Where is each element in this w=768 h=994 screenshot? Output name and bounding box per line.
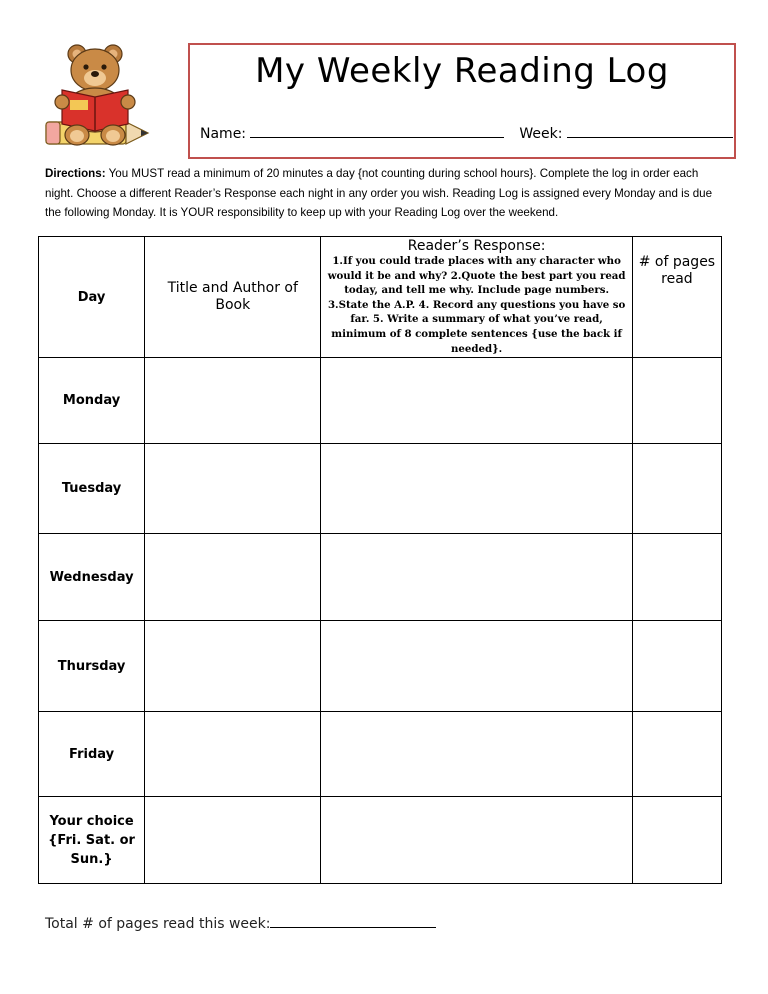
pages-read-cell[interactable]: [632, 797, 721, 884]
week-field[interactable]: [567, 125, 733, 138]
name-field[interactable]: [250, 125, 504, 138]
title-author-cell[interactable]: [145, 712, 321, 797]
response-cell[interactable]: [321, 358, 632, 444]
pages-read-column-header: # of pages read: [632, 237, 721, 358]
name-label: Name:: [200, 126, 247, 142]
table-row: [39, 534, 722, 621]
day-cell: Your choice {Fri. Sat. or Sun.}: [39, 797, 145, 884]
page-title: My Weekly Reading Log: [255, 51, 669, 91]
table-row: [39, 621, 722, 712]
day-cell: Monday: [39, 358, 145, 444]
pages-read-cell[interactable]: [632, 534, 721, 621]
response-cell[interactable]: [321, 534, 632, 621]
pages-read-cell[interactable]: [632, 712, 721, 797]
directions-paragraph: [45, 164, 725, 223]
response-cell[interactable]: [321, 444, 632, 534]
day-cell: Tuesday: [39, 444, 145, 534]
title-author-cell[interactable]: [145, 358, 321, 444]
table-row: [39, 712, 722, 797]
readers-response-title: Reader’s Response:: [407, 238, 546, 254]
total-pages-label: Total # of pages read this week:: [45, 916, 271, 932]
day-cell: Friday: [39, 712, 145, 797]
name-week-line: [200, 125, 733, 142]
directions-label: Directions:: [45, 167, 106, 180]
table-row: [39, 358, 722, 444]
total-pages-line: [45, 915, 436, 932]
title-author-cell[interactable]: [145, 534, 321, 621]
reading-log-table: [38, 236, 722, 884]
title-author-cell[interactable]: [145, 621, 321, 712]
title-author-cell[interactable]: [145, 797, 321, 884]
response-cell[interactable]: [321, 797, 632, 884]
pages-read-cell[interactable]: [632, 621, 721, 712]
title-author-cell[interactable]: [145, 444, 321, 534]
readers-response-column-header: [321, 237, 632, 358]
response-cell[interactable]: [321, 621, 632, 712]
day-cell: Wednesday: [39, 534, 145, 621]
title-author-column-header: Title and Author of Book: [145, 237, 321, 358]
pages-read-cell[interactable]: [632, 358, 721, 444]
day-cell: Thursday: [39, 621, 145, 712]
table-row: [39, 797, 722, 884]
header-box: [188, 43, 736, 159]
directions-text: You MUST read a minimum of 20 minutes a day {not counting during school hours}. Complete the log in order each night. Choose a different Reader’s Response each night in any order you wish. Reading Log is assigned every Monday and is due the following Monday. It is YOUR responsibility to keep up with your Reading Log over the weekend.: [45, 167, 713, 219]
day-column-header: Day: [39, 237, 145, 358]
total-pages-field[interactable]: [270, 915, 436, 928]
table-row: [39, 444, 722, 534]
pages-read-cell[interactable]: [632, 444, 721, 534]
readers-response-instructions: 1.If you could trade places with any character who would it be and why? 2.Quote the best part you read today, and tell me why. Include page numbers. 3.State the A.P. 4. Record any questions you have so far. 5. Write a summary of what you’ve read, minimum of 8 complete sentences {use the back if needed}.: [327, 255, 626, 355]
week-label: Week:: [519, 126, 563, 142]
bear-reading-book-icon: [40, 42, 155, 152]
response-cell[interactable]: [321, 712, 632, 797]
table-header-row: [39, 237, 722, 358]
